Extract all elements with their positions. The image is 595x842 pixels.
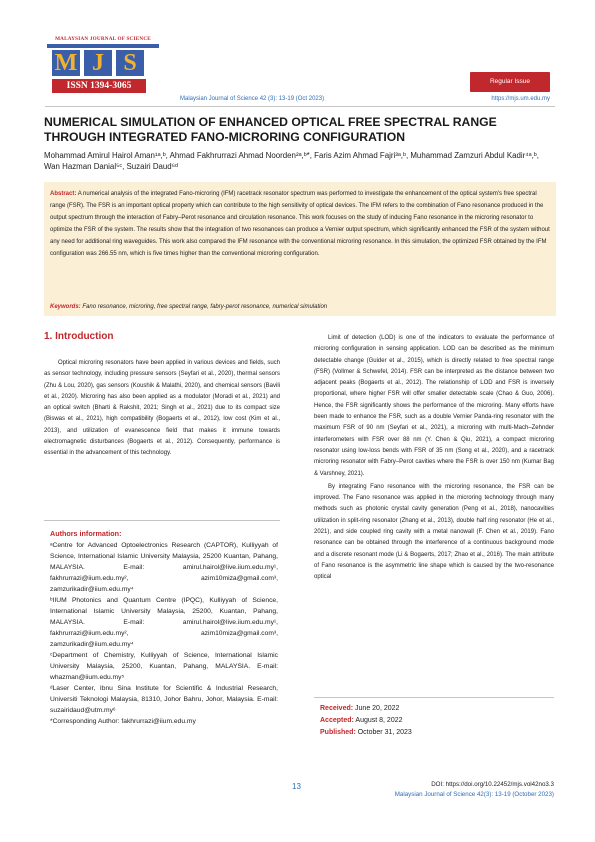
section-heading: 1. Introduction	[44, 331, 114, 342]
affiliation: ᵇIIUM Photonics and Quantum Centre (IPQC), Kulliyyah of Science, International Islamic University Malaysia, 25200, Kuantan, Pahang, MALAYSIA. E-mail: amirul.hairol@live.iium.edu.my¹, fakhrurrazi@iium.edu.my², azim10miza@gmail.com³, zamzurikadir@iium.edu.my⁴	[50, 597, 278, 648]
keywords-text: Fano resonance, microring, free spectral range, fabry-perot resonance, numerical simulation	[82, 304, 328, 310]
published-date: October 31, 2023	[357, 729, 412, 736]
affiliation: ᵈLaser Center, Ibnu Sina Institute for Scientific & Industrial Research, Universiti Teknologi Malaysia, 81310, Johor Bahru, Johor, Malaysia. E-mail: suzairidaud@utm.my⁶	[50, 685, 278, 714]
received-date: June 20, 2022	[355, 705, 400, 712]
affiliation: ᵃCentre for Advanced Optoelectronics Research (CAPTOR), Kulliyyah of Science, International Islamic University Malaysia, 25200 Kuantan, Pahang, MALAYSIA. E-mail: amirul.hairol@live.iium.edu.my¹, fakhrurrazi@iium.edu.my², azim10miza@gmail.com³, zamzurikadir@iium.edu.my⁴	[50, 542, 278, 593]
authors-information	[50, 528, 278, 727]
corresponding-author: *Corresponding Author: fakhrurrazi@iium.edu.my	[50, 718, 196, 725]
authors-info-divider	[44, 520, 280, 521]
accepted-label: Accepted:	[320, 717, 354, 724]
paragraph: By integrating Fano resonance with the microring resonance, the FSR can be improved. The Fano resonance was applied in the microring technology through many methods such as photonic crystal cavity generation (Peng et al., 2018), nanocavities utilization in split-ring resonator (Zhang et al., 2013), double half ring resonator (He et al., 2021), and side coupled ring cavity with a metal nanowall (F. Chen et al., 2019). Fano resonance can be obtained through the interference of a continuous background mode and a discrete resonant mode (Li & Bogaerts, 2017; Zhao et al., 2016). The main attribute of Fano resonance is the asymmetric line shape which is caused by the two-resonance optical	[314, 483, 554, 581]
left-column-text	[44, 358, 280, 462]
journal-citation: Malaysian Journal of Science 42 (3): 13-19 (Oct 2023)	[180, 96, 325, 102]
author-list: Mohammad Amirul Hairol Aman¹ᵃ,ᵇ, Ahmad Fakhrurrazi Ahmad Noorden²ᵃ,ᵇ*, Faris Azim Ahmad Fajri³ᵃ,ᵇ, Muhammad Zamzuri Abdul Kadir⁴ᵃ,ᵇ, Wan Hazman Danial⁵ᶜ, Suzairi Daud⁶ᵈ	[44, 151, 539, 171]
paragraph: Optical microring resonators have been applied in various devices and fields, such as sensor technology, including pressure sensors (Seyfari et al., 2020), thermal sensors (Zhu & Lou, 2020), gas sensors (Koushik & Malathi, 2020), and chemical sensors (Bavili et al., 2020). Microring has also been applied as a modulator (Moradi et al., 2021) and an optical switch (Bharti & Rakshit, 2021; Singh et al., 2021) due to its compact size (Biswas et al., 2021), high compatibility (Bogaerts et al., 2012), low cost (Kim et al., 2013), and utilization of evanescence field that makes it immune towards electromagnetic disturbances (Bogaerts et al., 2012). Consequently, performance is essential in the advancement of this technology.	[44, 360, 280, 457]
issn-badge: ISSN 1394-3065	[52, 79, 146, 93]
right-column-text	[314, 333, 554, 586]
abstract-text: A numerical analysis of the integrated Fano-microring (IFM) racetrack resonator spectrum was performed to investigate the enhancement of the optical system's free spectral range (FSR). The FSR is an important optical property which can contribute to the high sensitivity of optical devices. The IFM refers to the combination of Fano resonance produced in the output spectrum through the interaction of Fabry–Perot resonance and circulation resonance. This work focuses on the study of inducing Fano resonance in the microring resonator to optimize the FSR of the system. The results show that the integration of two resonances can produce a Vernier output spectrum, which significantly enhanced the FSR of the system without any need for additional ring waveguides. This work also compared the IFM resonance with the conventional microring resonance. In this simulation, the optimized FSR obtained by the IFM configuration was 266.55 nm, which is five times higher than the conventional microring configuration.	[50, 191, 550, 257]
footer-journal-ref: Malaysian Journal of Science 42(3): 13-19 (October 2023)	[394, 791, 554, 798]
keywords-label: Keywords:	[50, 304, 81, 310]
article-dates	[320, 703, 412, 739]
article-title: NUMERICAL SIMULATION OF ENHANCED OPTICAL FREE SPECTRAL RANGE THROUGH INTEGRATED FANO-MICRORING CONFIGURATION	[44, 115, 497, 144]
abstract	[50, 188, 550, 260]
issue-type-badge: Regular Issue	[470, 72, 550, 92]
received-label: Received:	[320, 705, 354, 712]
header-divider	[45, 106, 555, 107]
logo-bar	[47, 44, 159, 48]
page-number: 13	[292, 782, 301, 791]
logo-letter-s: S	[116, 50, 144, 76]
dates-divider	[314, 697, 554, 698]
received-date-row	[320, 703, 412, 715]
published-label: Published:	[320, 729, 356, 736]
journal-url-link[interactable]: https://mjs.um.edu.my	[491, 96, 550, 102]
published-date-row	[320, 727, 412, 739]
journal-logo	[52, 50, 144, 76]
logo-letter-j: J	[84, 50, 112, 76]
affiliation: ᶜDepartment of Chemistry, Kulliyyah of Science, International Islamic University Malaysia, 25200, Kuantan, Pahang, MALAYSIA. E-mail: whazman@iium.edu.my⁵	[50, 652, 278, 681]
accepted-date-row	[320, 715, 412, 727]
logo-journal-name: MALAYSIAN JOURNAL OF SCIENCE	[55, 36, 151, 42]
paragraph: Limit of detection (LOD) is one of the indicators to evaluate the performance of microring configuration in sensing application. LOD can be described as the minimum detectable change (Guider et al., 2015), which is directly related to free spectral range (FSR) (Vollmer & Schwefel, 2014). FSR can be interpreted as the distance between two adjacent peaks (Bogaerts et al., 2012). The relationship of LOD and FSR is inversely proportional, where higher FSR will offer smaller detectable scale (Chao & Guo, 2006). Hence, the FSR significantly shows the performance of the microring. Many efforts have been made to enhance the FSR, such as a double Vernier Panda-ring resonator with the maximum FSR of 90 nm (Seyfari et al., 2021), a microring with multi-Mach–Zehnder interferometers with FSR over 88 nm (Y. Chen & Qiu, 2021), a compact microring resonator using low-loss bends with FSR of 35 nm (Song et al., 2020), and a racetrack microring resonator with Fabry–Perot cavities where the FSR is over 150 nm (Kumar Bag & Varshney, 2021).	[314, 335, 554, 477]
accepted-date: August 8, 2022	[355, 717, 403, 724]
keywords	[50, 304, 550, 310]
abstract-label: Abstract:	[50, 191, 77, 197]
logo-letter-m: M	[52, 50, 80, 76]
authors-info-heading: Authors information:	[50, 529, 122, 538]
doi-link[interactable]: DOI: https://doi.org/10.22452/mjs.vol42no3.3	[431, 781, 554, 788]
